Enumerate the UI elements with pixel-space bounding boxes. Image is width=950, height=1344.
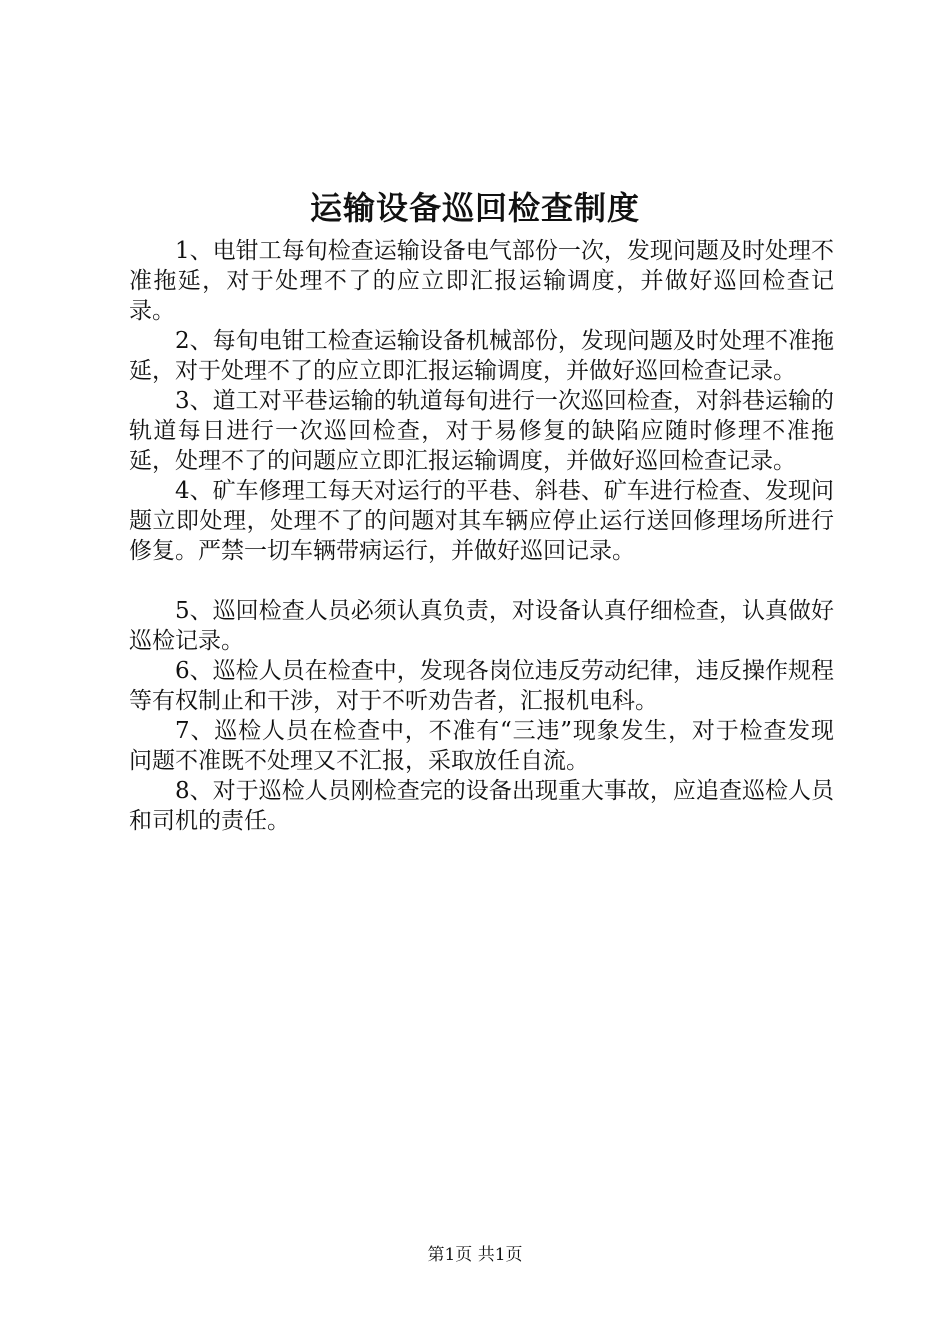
paragraph-2: 2、每旬电钳工检查运输设备机械部份，发现问题及时处理不准拖延，对于处理不了的应立即汇报运输调度，并做好巡回检查记录。: [129, 328, 834, 384]
paragraph-5: 5、巡回检查人员必须认真负责，对设备认真仔细检查，认真做好巡检记录。: [129, 598, 834, 654]
paragraph-8: 8、对于巡检人员刚检查完的设备出现重大事故，应追查巡检人员和司机的责任。: [129, 778, 834, 834]
document-title: 运输设备巡回检查制度: [309, 189, 640, 227]
paragraph-7: 7、巡检人员在检查中，不准有“三违”现象发生，对于检查发现问题不准既不处理又不汇报，采取放任自流。: [129, 718, 834, 774]
page-number-footer: 第1页 共1页: [427, 1245, 523, 1265]
document-body: [129, 236, 834, 836]
paragraph-3: 3、道工对平巷运输的轨道每旬进行一次巡回检查，对斜巷运输的轨道每日进行一次巡回检查，对于易修复的缺陷应随时修理不准拖延，处理不了的问题应立即汇报运输调度，并做好巡回检查记录。: [129, 388, 834, 474]
paragraph-6: 6、巡检人员在检查中，发现各岗位违反劳动纪律，违反操作规程等有权制止和干涉，对于不听劝告者，汇报机电科。: [129, 658, 834, 714]
paragraph-1: 1、电钳工每旬检查运输设备电气部份一次，发现问题及时处理不准拖延，对于处理不了的应立即汇报运输调度，并做好巡回检查记录。: [129, 238, 834, 324]
paragraph-4: 4、矿车修理工每天对运行的平巷、斜巷、矿车进行检查、发现问题立即处理，处理不了的问题对其车辆应停止运行送回修理场所进行修复。严禁一切车辆带病运行，并做好巡回记录。: [129, 478, 834, 564]
paragraph-spacer: [129, 566, 834, 596]
